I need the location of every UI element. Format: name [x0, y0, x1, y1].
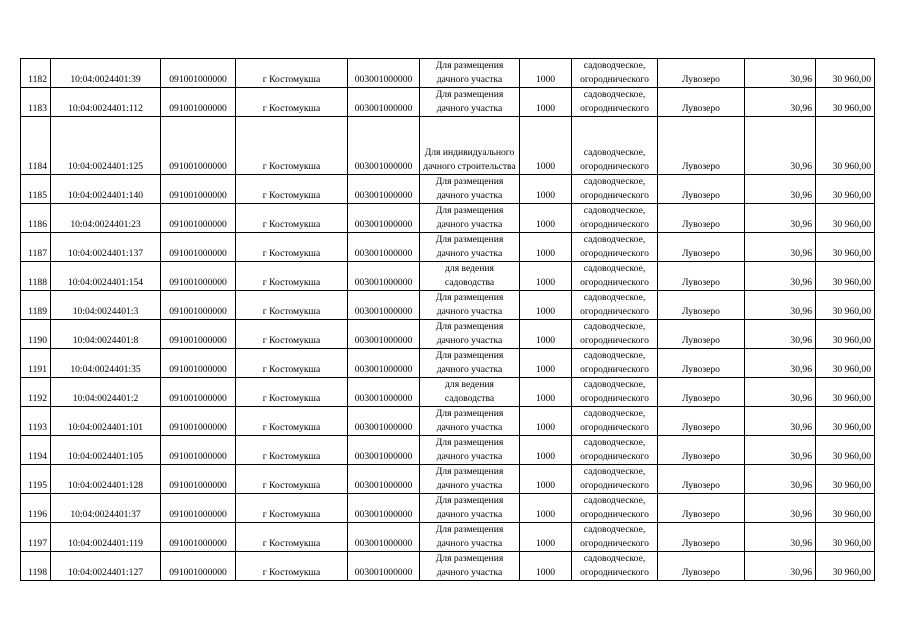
permitted-use-cell: Для размещения дачного участка [420, 59, 520, 88]
cadastral-number-cell: 10:04:0024401:154 [51, 262, 161, 291]
cadastral-number-cell: 10:04:0024401:23 [51, 204, 161, 233]
permitted-use-cell: для ведения садоводства [420, 378, 520, 407]
specific-value-cell: 30,96 [745, 320, 816, 349]
table-row [21, 59, 875, 88]
land-category-cell: садоводческое, огороднического [572, 320, 658, 349]
settlement-code-cell: 003001000000 [348, 233, 420, 262]
locality-cell: Лувозеро [658, 175, 745, 204]
settlement-cell: г Костомукша [236, 262, 348, 291]
okato-code-cell: 091001000000 [161, 233, 236, 262]
table-row [21, 349, 875, 378]
cadastral-number-cell: 10:04:0024401:112 [51, 88, 161, 117]
locality-cell: Лувозеро [658, 552, 745, 581]
area-cell: 1000 [520, 262, 572, 291]
cadastral-number-cell: 10:04:0024401:37 [51, 494, 161, 523]
permitted-use-cell: Для размещения дачного участка [420, 175, 520, 204]
okato-code-cell: 091001000000 [161, 59, 236, 88]
settlement-code-cell: 003001000000 [348, 436, 420, 465]
cadastral-value-cell: 30 960,00 [816, 378, 875, 407]
settlement-cell: г Костомукша [236, 117, 348, 175]
cadastral-value-cell: 30 960,00 [816, 117, 875, 175]
cadastral-number-cell: 10:04:0024401:101 [51, 407, 161, 436]
row-number-cell: 1184 [21, 117, 51, 175]
table-row [21, 175, 875, 204]
settlement-code-cell: 003001000000 [348, 59, 420, 88]
settlement-cell: г Костомукша [236, 465, 348, 494]
okato-code-cell: 091001000000 [161, 523, 236, 552]
row-number-cell: 1186 [21, 204, 51, 233]
cadastral-value-cell: 30 960,00 [816, 204, 875, 233]
okato-code-cell: 091001000000 [161, 291, 236, 320]
row-number-cell: 1196 [21, 494, 51, 523]
table-row [21, 378, 875, 407]
settlement-cell: г Костомукша [236, 407, 348, 436]
land-category-cell: садоводческое, огороднического [572, 88, 658, 117]
okato-code-cell: 091001000000 [161, 494, 236, 523]
settlement-cell: г Костомукша [236, 349, 348, 378]
settlement-cell: г Костомукша [236, 494, 348, 523]
settlement-code-cell: 003001000000 [348, 349, 420, 378]
settlement-code-cell: 003001000000 [348, 407, 420, 436]
cadastral-number-cell: 10:04:0024401:105 [51, 436, 161, 465]
row-number-cell: 1189 [21, 291, 51, 320]
okato-code-cell: 091001000000 [161, 117, 236, 175]
cadastral-number-cell: 10:04:0024401:2 [51, 378, 161, 407]
permitted-use-cell: Для размещения дачного участка [420, 233, 520, 262]
locality-cell: Лувозеро [658, 320, 745, 349]
land-category-cell: садоводческое, огороднического [572, 204, 658, 233]
specific-value-cell: 30,96 [745, 436, 816, 465]
table-row [21, 552, 875, 581]
table-row [21, 494, 875, 523]
land-category-cell: садоводческое, огороднического [572, 349, 658, 378]
okato-code-cell: 091001000000 [161, 378, 236, 407]
specific-value-cell: 30,96 [745, 465, 816, 494]
cadastral-value-cell: 30 960,00 [816, 320, 875, 349]
settlement-code-cell: 003001000000 [348, 552, 420, 581]
row-number-cell: 1197 [21, 523, 51, 552]
okato-code-cell: 091001000000 [161, 407, 236, 436]
permitted-use-cell: Для размещения дачного участка [420, 320, 520, 349]
table-row [21, 436, 875, 465]
cadastral-value-cell: 30 960,00 [816, 436, 875, 465]
land-category-cell: садоводческое, огороднического [572, 59, 658, 88]
okato-code-cell: 091001000000 [161, 436, 236, 465]
row-number-cell: 1187 [21, 233, 51, 262]
area-cell: 1000 [520, 349, 572, 378]
table-row [21, 320, 875, 349]
cadastral-value-cell: 30 960,00 [816, 552, 875, 581]
settlement-code-cell: 003001000000 [348, 117, 420, 175]
settlement-code-cell: 003001000000 [348, 262, 420, 291]
specific-value-cell: 30,96 [745, 523, 816, 552]
land-category-cell: садоводческое, огороднического [572, 262, 658, 291]
locality-cell: Лувозеро [658, 88, 745, 117]
table-row [21, 204, 875, 233]
specific-value-cell: 30,96 [745, 349, 816, 378]
okato-code-cell: 091001000000 [161, 262, 236, 291]
locality-cell: Лувозеро [658, 465, 745, 494]
area-cell: 1000 [520, 320, 572, 349]
permitted-use-cell: Для размещения дачного участка [420, 494, 520, 523]
locality-cell: Лувозеро [658, 233, 745, 262]
settlement-cell: г Костомукша [236, 436, 348, 465]
permitted-use-cell: Для размещения дачного участка [420, 291, 520, 320]
table-row [21, 88, 875, 117]
locality-cell: Лувозеро [658, 204, 745, 233]
area-cell: 1000 [520, 291, 572, 320]
table-body [21, 59, 875, 581]
settlement-code-cell: 003001000000 [348, 291, 420, 320]
cadastral-value-cell: 30 960,00 [816, 59, 875, 88]
land-plots-table [20, 58, 875, 581]
settlement-cell: г Костомукша [236, 291, 348, 320]
cadastral-value-cell: 30 960,00 [816, 465, 875, 494]
locality-cell: Лувозеро [658, 494, 745, 523]
settlement-code-cell: 003001000000 [348, 494, 420, 523]
specific-value-cell: 30,96 [745, 407, 816, 436]
okato-code-cell: 091001000000 [161, 88, 236, 117]
specific-value-cell: 30,96 [745, 175, 816, 204]
specific-value-cell: 30,96 [745, 494, 816, 523]
land-category-cell: садоводческое, огороднического [572, 523, 658, 552]
locality-cell: Лувозеро [658, 262, 745, 291]
permitted-use-cell: Для размещения дачного участка [420, 523, 520, 552]
row-number-cell: 1198 [21, 552, 51, 581]
row-number-cell: 1185 [21, 175, 51, 204]
land-category-cell: садоводческое, огороднического [572, 117, 658, 175]
row-number-cell: 1194 [21, 436, 51, 465]
table-row [21, 233, 875, 262]
cadastral-value-cell: 30 960,00 [816, 291, 875, 320]
specific-value-cell: 30,96 [745, 552, 816, 581]
settlement-cell: г Костомукша [236, 88, 348, 117]
area-cell: 1000 [520, 233, 572, 262]
settlement-cell: г Костомукша [236, 552, 348, 581]
row-number-cell: 1188 [21, 262, 51, 291]
area-cell: 1000 [520, 204, 572, 233]
locality-cell: Лувозеро [658, 291, 745, 320]
permitted-use-cell: Для индивидуального дачного строительства [420, 117, 520, 175]
table-row [21, 262, 875, 291]
table-row [21, 117, 875, 175]
land-category-cell: садоводческое, огороднического [572, 378, 658, 407]
area-cell: 1000 [520, 436, 572, 465]
permitted-use-cell: Для размещения дачного участка [420, 88, 520, 117]
specific-value-cell: 30,96 [745, 233, 816, 262]
row-number-cell: 1183 [21, 88, 51, 117]
area-cell: 1000 [520, 494, 572, 523]
okato-code-cell: 091001000000 [161, 175, 236, 204]
settlement-code-cell: 003001000000 [348, 320, 420, 349]
settlement-cell: г Костомукша [236, 204, 348, 233]
permitted-use-cell: Для размещения дачного участка [420, 407, 520, 436]
area-cell: 1000 [520, 465, 572, 494]
okato-code-cell: 091001000000 [161, 552, 236, 581]
area-cell: 1000 [520, 59, 572, 88]
settlement-cell: г Костомукша [236, 59, 348, 88]
area-cell: 1000 [520, 407, 572, 436]
row-number-cell: 1195 [21, 465, 51, 494]
cadastral-number-cell: 10:04:0024401:127 [51, 552, 161, 581]
settlement-code-cell: 003001000000 [348, 88, 420, 117]
cadastral-number-cell: 10:04:0024401:8 [51, 320, 161, 349]
specific-value-cell: 30,96 [745, 204, 816, 233]
settlement-cell: г Костомукша [236, 233, 348, 262]
specific-value-cell: 30,96 [745, 262, 816, 291]
settlement-cell: г Костомукша [236, 175, 348, 204]
permitted-use-cell: Для размещения дачного участка [420, 436, 520, 465]
specific-value-cell: 30,96 [745, 117, 816, 175]
row-number-cell: 1191 [21, 349, 51, 378]
permitted-use-cell: Для размещения дачного участка [420, 465, 520, 494]
locality-cell: Лувозеро [658, 378, 745, 407]
table-row [21, 291, 875, 320]
settlement-code-cell: 003001000000 [348, 378, 420, 407]
locality-cell: Лувозеро [658, 117, 745, 175]
okato-code-cell: 091001000000 [161, 320, 236, 349]
land-category-cell: садоводческое, огороднического [572, 465, 658, 494]
cadastral-value-cell: 30 960,00 [816, 349, 875, 378]
land-category-cell: садоводческое, огороднического [572, 494, 658, 523]
specific-value-cell: 30,96 [745, 59, 816, 88]
cadastral-value-cell: 30 960,00 [816, 494, 875, 523]
settlement-code-cell: 003001000000 [348, 465, 420, 494]
specific-value-cell: 30,96 [745, 378, 816, 407]
cadastral-value-cell: 30 960,00 [816, 88, 875, 117]
okato-code-cell: 091001000000 [161, 349, 236, 378]
land-category-cell: садоводческое, огороднического [572, 233, 658, 262]
okato-code-cell: 091001000000 [161, 204, 236, 233]
cadastral-number-cell: 10:04:0024401:3 [51, 291, 161, 320]
settlement-cell: г Костомукша [236, 320, 348, 349]
cadastral-number-cell: 10:04:0024401:137 [51, 233, 161, 262]
row-number-cell: 1193 [21, 407, 51, 436]
permitted-use-cell: Для размещения дачного участка [420, 552, 520, 581]
cadastral-value-cell: 30 960,00 [816, 523, 875, 552]
permitted-use-cell: Для размещения дачного участка [420, 204, 520, 233]
area-cell: 1000 [520, 523, 572, 552]
cadastral-value-cell: 30 960,00 [816, 262, 875, 291]
settlement-cell: г Костомукша [236, 523, 348, 552]
cadastral-value-cell: 30 960,00 [816, 233, 875, 262]
locality-cell: Лувозеро [658, 407, 745, 436]
row-number-cell: 1192 [21, 378, 51, 407]
permitted-use-cell: для ведения садоводства [420, 262, 520, 291]
cadastral-number-cell: 10:04:0024401:35 [51, 349, 161, 378]
cadastral-value-cell: 30 960,00 [816, 407, 875, 436]
cadastral-number-cell: 10:04:0024401:140 [51, 175, 161, 204]
land-category-cell: садоводческое, огороднического [572, 552, 658, 581]
locality-cell: Лувозеро [658, 436, 745, 465]
land-category-cell: садоводческое, огороднического [572, 407, 658, 436]
land-category-cell: садоводческое, огороднического [572, 175, 658, 204]
specific-value-cell: 30,96 [745, 291, 816, 320]
specific-value-cell: 30,96 [745, 88, 816, 117]
land-category-cell: садоводческое, огороднического [572, 291, 658, 320]
cadastral-number-cell: 10:04:0024401:125 [51, 117, 161, 175]
cadastral-number-cell: 10:04:0024401:128 [51, 465, 161, 494]
area-cell: 1000 [520, 378, 572, 407]
table-row [21, 407, 875, 436]
cadastral-number-cell: 10:04:0024401:39 [51, 59, 161, 88]
cadastral-value-cell: 30 960,00 [816, 175, 875, 204]
locality-cell: Лувозеро [658, 349, 745, 378]
table-row [21, 465, 875, 494]
area-cell: 1000 [520, 88, 572, 117]
row-number-cell: 1182 [21, 59, 51, 88]
settlement-cell: г Костомукша [236, 378, 348, 407]
table-row [21, 523, 875, 552]
settlement-code-cell: 003001000000 [348, 523, 420, 552]
area-cell: 1000 [520, 175, 572, 204]
permitted-use-cell: Для размещения дачного участка [420, 349, 520, 378]
land-category-cell: садоводческое, огороднического [572, 436, 658, 465]
area-cell: 1000 [520, 552, 572, 581]
locality-cell: Лувозеро [658, 523, 745, 552]
okato-code-cell: 091001000000 [161, 465, 236, 494]
settlement-code-cell: 003001000000 [348, 204, 420, 233]
locality-cell: Лувозеро [658, 59, 745, 88]
area-cell: 1000 [520, 117, 572, 175]
row-number-cell: 1190 [21, 320, 51, 349]
settlement-code-cell: 003001000000 [348, 175, 420, 204]
cadastral-number-cell: 10:04:0024401:119 [51, 523, 161, 552]
